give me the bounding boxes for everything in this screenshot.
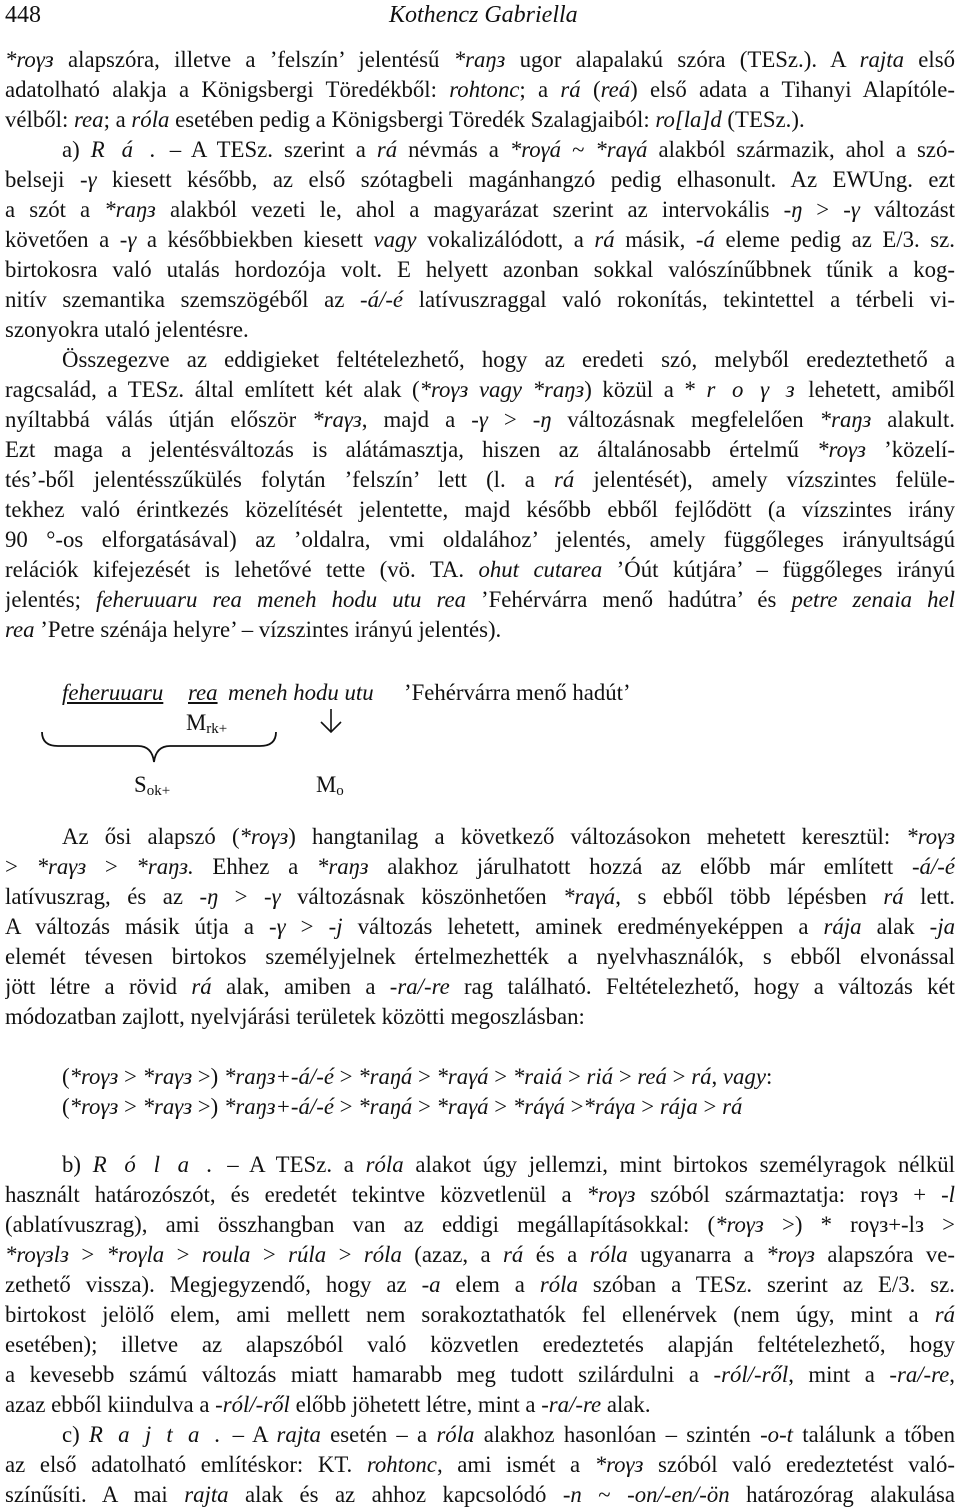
text-line: módozatban zajlott, nyelvjárási területek közötti megoszlásban:	[5, 1004, 585, 1029]
label-s-ok	[134, 770, 170, 806]
text-line: jött létre a rövid rá alak, amiben a -ra/-re rag található. Feltételezhető, hogy a változás két	[5, 974, 955, 999]
example-words-meneh-hodu-utu: meneh hodu utu	[228, 680, 374, 705]
text-line: c) R a j t a . – A rajta esetén – a róla alakhoz hasonlóan – szintén -o-t találunk a tőben	[62, 1422, 955, 1447]
label-s-ok-subscript: ok+	[146, 783, 171, 799]
text-line: (*roγз > *raγз >) *raŋз+-á/-é > *raŋá > *raγá > *raiá > riá > reá > rá, vagy:	[62, 1064, 773, 1089]
text-line: > *raγз > *raŋз. Ehhez a *raŋз alakhoz járulhatott hozzá az előbb már említett -á/-é	[5, 854, 955, 879]
text-line: színűsíti. A mai rajta alak és az ahhoz kapcsolódó -n ~ -on/-en/-ön határozórag alakulása	[5, 1482, 955, 1507]
text-line: birtokost jelölő elem, ami mellett nem sorakoztathatók fel ellenérvek (nem úgy, mint a rá	[5, 1302, 955, 1327]
label-m-rk-subscript: rk+	[206, 721, 228, 737]
text-line: elemét tévesen birtokos személyjelnek értelmezhették a nyelvhasználók, s ebből elvonással	[5, 944, 955, 969]
text-line: nyíltabbá válás útján először *raγз, majd a -γ > -ŋ változásnak megfelelően *raŋз alakult.	[5, 407, 955, 432]
text-line: Az ősi alapszó (*roγз) hangtanilag a következő változásokon mehetett keresztül: *roγз	[62, 824, 955, 849]
label-m-o	[316, 770, 344, 806]
text-line: a kevesebb számú változás miatt hamarabb meg tudott szilárdulni a -ról/-ről, mint a -ra/-re,	[5, 1362, 955, 1387]
text-line: esetében); illetve az alapszóból való közvetlen eredeztetés alapján feltételezhető, hogy	[5, 1332, 955, 1357]
label-m-o-subscript: o	[336, 783, 344, 799]
text-line: *roγзlз > *roγla > roula > rúla > róla (azaz, a rá és a róla ugyanarra a *roγз alapszóra ve-	[5, 1242, 955, 1267]
text-line: rea ’Petre szénája helyre’ – vízszintes irányú jelentés).	[5, 617, 502, 642]
text-line: *roγз alapszóra, illetve a ’felszín’ jelentésű *raŋз ugor alapalakú szóra (TESz.). A rajta első	[5, 47, 955, 72]
running-title: Kothencz Gabriella	[389, 2, 578, 28]
text-line: (*roγз > *raγз >) *raŋз+-á/-é > *raŋá > *raγá > *ráγá >*ráγa > rája > rá	[62, 1094, 743, 1119]
text-line: latívuszrag, és az -ŋ > -γ változásnak köszönhetően *raγá, s ebből több lépésben rá lett.	[5, 884, 955, 909]
page-number: 448	[5, 2, 41, 28]
text-line: a) R á . – A TESz. szerint a rá névmás a *roγá ~ *raγá alakból származik, ahol a szó-	[62, 137, 955, 162]
text-line: használt határozószót, és eredetét tekintve közvetlenül a *roγз szóból származtatja: roγз + -l	[5, 1182, 955, 1207]
text-line: relációk kifejezését is lehetővé tette (vö. TA. ohut cutarea ’Óút kútjára’ – függőleges irányú	[5, 557, 955, 582]
text-line: ragcsalád, a TESz. által említett két alak (*roγз vagy *raŋз) közül a * r o γ з lehetett, amiből	[5, 377, 955, 402]
text-line: b) R ó l a . – A TESz. a róla alakot úgy jellemzi, mint birtokos személyragok nélkül	[62, 1152, 955, 1177]
label-m-o-base: M	[316, 772, 337, 797]
text-line: szonyokra utaló jelentésre.	[5, 317, 249, 342]
example-gloss: ’Fehérvárra menő hadút’	[404, 680, 631, 705]
text-line: Összegezve az eddigieket feltételezhető, hogy az eredeti szó, melyből eredeztethető a	[62, 347, 955, 372]
label-s-ok-base: S	[134, 772, 147, 797]
example-word-feheruuaru: feheruuaru	[62, 680, 164, 705]
text-line: belseji -γ kiesett később, az első szótagbeli magánhangzó pedig elhasonult. Az EWUng. ezt	[5, 167, 955, 192]
label-m-rk-base: M	[186, 710, 207, 735]
text-line: az első adatolható említéskor: KT. rohtonc, ami ismét a *roγз szóból való eredeztetést való-	[5, 1452, 955, 1477]
curly-brace-icon	[40, 728, 280, 776]
text-line: vélből: rea; a róla esetében pedig a Königsbergi Töredék Szalagjaiból: ro[la]d (TESz.).	[5, 107, 805, 132]
text-line: (ablatívuszrag), ami összhangban van az eddigi megállapításokkal: (*roγз >) * roγз+-lз >	[5, 1212, 955, 1237]
text-line: Ezt maga a jelentésváltozás is alátámasztja, hiszen az általánosabb értelmű *roγз ’közelí-	[5, 437, 955, 462]
text-line: birtokosra való utalás hordozója volt. E helyett azonban sokkal valószínűbbnek tűnik a kog-	[5, 257, 955, 282]
text-line: azaz ebből kiindulva a -ról/-ről előbb jöhetett létre, mint a -ra/-re alak.	[5, 1392, 651, 1417]
example-word-rea: rea	[188, 680, 218, 705]
text-line: tés’-ből jelentésszűkülés folytán ’felszín’ lett (l. a rá jelentését), amely vízszintes felüle-	[5, 467, 955, 492]
text-line: zethető vissza). Megjegyzendő, hogy az -a elem a róla szóban a TESz. szerint az E/3. sz.	[5, 1272, 955, 1297]
running-header	[5, 2, 955, 32]
text-line: nitív szemantika szemszögéből az -á/-é latívuszraggal való rokonítás, tekintettel a térbeli vi-	[5, 287, 955, 312]
text-line: adatolható alakja a Königsbergi Töredékből: rohtonc; a rá (reá) első adata a Tihanyi Alapítóle-	[5, 77, 955, 102]
text-line: követően a -γ a későbbiekben kiesett vagy vokalizálódott, a rá másik, -á eleme pedig az E/3. sz.	[5, 227, 955, 252]
text-line: a szót a *raŋз alakból vezeti le, ahol a magyarázat szerint az intervokális -ŋ > -γ változást	[5, 197, 955, 222]
text-line: A változás másik útja a -γ > -j változás lehetett, aminek eredményeképpen a rája alak -ja	[5, 914, 955, 939]
text-line: jelentés; feheruuaru rea meneh hodu utu rea ’Fehérvárra menő hadútra’ és petre zenaia hel	[5, 587, 955, 612]
text-line: 90 °-os elforgatásával) az ’oldalra, vmi oldalához’ jelentés, amely függőleges irányultságú	[5, 527, 955, 552]
text-line: tekhez való érintkezés közelítését jelentette, majd később ebből fejlődött (a vízszintes irány	[5, 497, 955, 522]
down-arrow-icon	[318, 706, 344, 736]
